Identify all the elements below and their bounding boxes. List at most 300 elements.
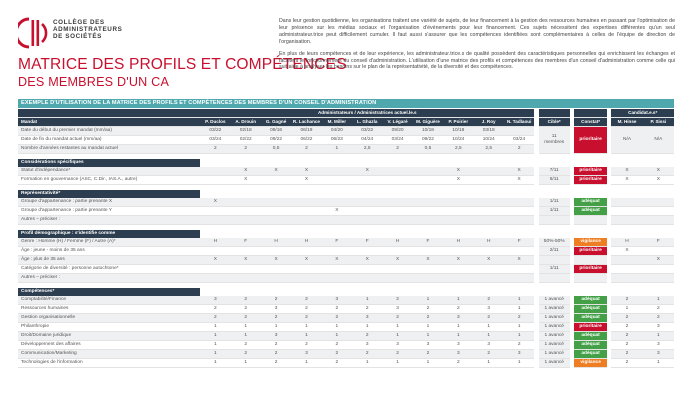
cell: X <box>231 167 261 176</box>
cell: 3 <box>382 341 412 350</box>
section-title: Représentativité* <box>18 190 200 199</box>
cible-cell: 2/11 <box>539 247 570 256</box>
cell: 3 <box>443 341 473 350</box>
admin-name: R. Lachance <box>291 118 321 127</box>
section-header <box>18 190 674 199</box>
status-badge: adéquat <box>574 207 607 216</box>
cell <box>504 127 535 136</box>
cell: 1 <box>200 359 230 368</box>
cell <box>352 176 382 185</box>
cell: X <box>413 256 443 265</box>
status-badge: adéquat <box>574 341 607 350</box>
cell <box>200 247 230 256</box>
cell: 2 <box>474 314 504 323</box>
cell <box>261 207 291 216</box>
cell: 3 <box>443 314 473 323</box>
cell: X <box>322 207 352 216</box>
cible-cell <box>539 256 570 265</box>
cell: 10/24 <box>474 136 504 145</box>
cell: 3 <box>352 314 382 323</box>
candidate-cell: X <box>643 176 674 185</box>
cell: 2 <box>261 314 291 323</box>
status-badge: vigilance <box>574 238 607 247</box>
status-badge <box>574 274 607 283</box>
row-label: Âge : jeune - moins de 35 ans <box>18 247 200 256</box>
status-badge <box>574 216 607 225</box>
candidate-cell <box>611 274 642 283</box>
data-row <box>18 265 674 274</box>
candidate-cell: 2 <box>643 305 674 314</box>
cell <box>413 265 443 274</box>
cell: 2 <box>352 305 382 314</box>
data-row <box>18 323 674 332</box>
cible-cell: 1 avancé <box>539 341 570 350</box>
cell: 1 <box>474 332 504 341</box>
cell: F <box>413 238 443 247</box>
cell: 2 <box>261 296 291 305</box>
candidate-cell <box>643 274 674 283</box>
cell: 10/18 <box>413 127 443 136</box>
cell <box>504 265 535 274</box>
candidate-cell: N/A <box>611 127 642 154</box>
cell <box>291 198 321 207</box>
status-badge: prioritaire <box>574 176 607 185</box>
cell <box>443 265 473 274</box>
cell <box>352 198 382 207</box>
candidate-cell: X <box>611 247 642 256</box>
row-label: Développement des affaires <box>18 341 200 350</box>
data-row <box>18 350 674 359</box>
cible-cell: 50%-50% <box>539 238 570 247</box>
cell: 1 <box>291 332 321 341</box>
constat-header-top <box>574 109 607 118</box>
cell <box>200 207 230 216</box>
row-label: Autres – préciser : <box>18 274 200 283</box>
cell: 03/24 <box>200 136 230 145</box>
cell <box>382 274 412 283</box>
cell: 2 <box>291 296 321 305</box>
cible-cell: 1 avancé <box>539 305 570 314</box>
cell <box>352 265 382 274</box>
cell: 3 <box>261 305 291 314</box>
row-label: Genre : Homme (H) / Femme (F) / Autre (A)* <box>18 238 200 247</box>
gap <box>534 136 538 145</box>
cell: 3 <box>291 350 321 359</box>
admin-name: M. Miller <box>322 118 352 127</box>
cell: F <box>322 238 352 247</box>
cell <box>261 265 291 274</box>
candidate-cell: 3 <box>643 341 674 350</box>
cell: 2 <box>291 145 321 154</box>
cell: 1 <box>231 359 261 368</box>
cible-cell: 11 membres <box>539 127 570 154</box>
candidate-cell: X <box>643 256 674 265</box>
cell: 1 <box>382 323 412 332</box>
cell <box>231 247 261 256</box>
cell <box>382 167 412 176</box>
cell <box>413 216 443 225</box>
candidate-cell: 2 <box>611 350 642 359</box>
cell <box>474 167 504 176</box>
cas-logo <box>18 16 48 50</box>
mandat-row <box>18 127 674 136</box>
cell: 2 <box>382 296 412 305</box>
page-title: MATRICE DES PROFILS ET COMPÉTENCES <box>18 56 347 73</box>
candidate-cell: 1 <box>611 305 642 314</box>
cell <box>504 247 535 256</box>
cell: 2 <box>231 350 261 359</box>
candidate-cell: 2 <box>611 323 642 332</box>
cell <box>261 274 291 283</box>
candidate-name: M. Hinse <box>611 118 642 127</box>
cell <box>352 274 382 283</box>
cell: 09/22 <box>413 136 443 145</box>
cell <box>474 265 504 274</box>
cible-cell: 1 avancé <box>539 314 570 323</box>
cell <box>382 216 412 225</box>
row-label: Date de fin du mandat actuel (mm/aa) <box>18 136 200 145</box>
blank <box>200 159 674 168</box>
cible-cell: 1/11 <box>539 207 570 216</box>
section-title: Compétences* <box>18 288 200 297</box>
cell: 1 <box>413 359 443 368</box>
cell: 03/22 <box>352 127 382 136</box>
cell: 2 <box>200 145 230 154</box>
cell: 1 <box>352 323 382 332</box>
page-subtitle: DES MEMBRES D'UN CA <box>18 75 170 89</box>
constat-cell: prioritaire <box>574 127 607 154</box>
candidate-cell <box>611 207 642 216</box>
cell <box>382 198 412 207</box>
cell: 3 <box>443 350 473 359</box>
candidate-cell <box>643 207 674 216</box>
cell: F <box>231 238 261 247</box>
cell: 2 <box>231 145 261 154</box>
cell <box>474 207 504 216</box>
status-badge: adéquat <box>574 305 607 314</box>
cible-cell: 1 avancé <box>539 332 570 341</box>
cell <box>322 176 352 185</box>
cell: 2 <box>504 145 535 154</box>
status-badge: prioritaire <box>574 247 607 256</box>
cell <box>261 216 291 225</box>
cell: 04/24 <box>352 136 382 145</box>
candidate-cell: 3 <box>643 323 674 332</box>
cell <box>261 198 291 207</box>
cell: 3 <box>474 305 504 314</box>
intro-text <box>279 18 675 76</box>
data-row <box>18 247 674 256</box>
cell: 09/16 <box>261 127 291 136</box>
status-badge: adéquat <box>574 350 607 359</box>
row-label: Catégorie de diversité : personne autochtone* <box>18 265 200 274</box>
cell <box>291 247 321 256</box>
cell: 1 <box>352 359 382 368</box>
data-row <box>18 256 674 265</box>
cell: 1 <box>200 323 230 332</box>
cell <box>413 198 443 207</box>
constat-header: Constat* <box>574 118 607 127</box>
cell: 0,5 <box>261 145 291 154</box>
cell <box>200 216 230 225</box>
candidate-cell: 1 <box>643 332 674 341</box>
org-name: COLLÈGE DES ADMINISTRATEURS DE SOCIÉTÉS <box>53 19 123 41</box>
candidate-cell <box>611 265 642 274</box>
cell <box>352 216 382 225</box>
cell: X <box>200 256 230 265</box>
cell: 03/18 <box>474 127 504 136</box>
row-label: Gestion organisationnelle <box>18 314 200 323</box>
cell: 2 <box>382 145 412 154</box>
admin-name: A. Drouin <box>231 118 261 127</box>
cell <box>504 216 535 225</box>
cell: 2 <box>443 359 473 368</box>
cell: 03/24 <box>382 136 412 145</box>
cell: 1 <box>474 359 504 368</box>
cell: X <box>474 256 504 265</box>
cell <box>200 176 230 185</box>
row-label: Philanthropie <box>18 323 200 332</box>
cell <box>352 247 382 256</box>
cell: 2 <box>261 341 291 350</box>
intro-paragraph-1: Dans leur gestion quotidienne, les organisations traitent une variété de sujets, de leur financement à la gestion des ressources humaines en passant par l'optimisation de leur présence sur les médias sociaux et l'organisation d'événements pour leur financement. Ces sujets nécessitent des expertises différentes qu'un seul administrateur.trice peut difficilement cumuler. Il faut aussi s'assurer que les compétences identifiées sont complémentaires à celles de l'équipe de direction de l'organisation. <box>279 18 675 45</box>
cell: H <box>291 238 321 247</box>
blank <box>200 230 674 239</box>
cell: 2 <box>322 359 352 368</box>
row-label: Date du début du premier mandat (mm/aa) <box>18 127 200 136</box>
status-badge: vigilance <box>574 359 607 368</box>
cell: 2 <box>231 341 261 350</box>
cell: X <box>291 167 321 176</box>
cell: 1 <box>261 323 291 332</box>
cell: 2 <box>200 305 230 314</box>
cell: 2 <box>443 305 473 314</box>
cell <box>474 176 504 185</box>
cible-cell: 1 avancé <box>539 350 570 359</box>
cell <box>474 274 504 283</box>
admin-name: M. Giguère <box>413 118 443 127</box>
data-row <box>18 332 674 341</box>
cell: 0,5 <box>413 145 443 154</box>
cell: 2 <box>352 332 382 341</box>
row-label: Comptabilité/Finance <box>18 296 200 305</box>
cell: X <box>291 176 321 185</box>
candidate-name: P. Sissi <box>643 118 674 127</box>
admin-name: P. Poirier <box>443 118 473 127</box>
cell <box>504 274 535 283</box>
section-title: Profil démographique : s'identifie comme <box>18 230 200 239</box>
data-row <box>18 198 674 207</box>
cell: 2 <box>231 305 261 314</box>
section-header <box>18 288 674 297</box>
row-label: Nombre d'années restantes au mandat actuel <box>18 145 200 154</box>
cell: F <box>352 238 382 247</box>
cell <box>231 207 261 216</box>
candidate-cell <box>643 265 674 274</box>
cell: 10/18 <box>443 127 473 136</box>
data-row <box>18 274 674 283</box>
cell: X <box>261 167 291 176</box>
cell <box>291 265 321 274</box>
status-badge <box>574 256 607 265</box>
cell <box>382 176 412 185</box>
cell <box>261 247 291 256</box>
candidate-cell: 1 <box>643 296 674 305</box>
cell <box>443 198 473 207</box>
cell: 3 <box>322 296 352 305</box>
cell: X <box>231 256 261 265</box>
cell <box>231 216 261 225</box>
row-label: Formation en gouvernance (ASC, C.Dir., IAS.A., autre) <box>18 176 200 185</box>
cell: 1 <box>200 332 230 341</box>
cell: 3 <box>200 296 230 305</box>
cell <box>322 167 352 176</box>
cell: 1 <box>382 359 412 368</box>
cell <box>322 198 352 207</box>
section-header <box>18 230 674 239</box>
cell <box>231 274 261 283</box>
cible-header: Cible* <box>539 118 570 127</box>
cell <box>291 274 321 283</box>
cell: 1 <box>231 332 261 341</box>
cell <box>291 216 321 225</box>
cell: 1 <box>443 332 473 341</box>
cell: 1 <box>504 296 535 305</box>
cell <box>291 207 321 216</box>
cell: 1 <box>291 323 321 332</box>
cell: H <box>382 238 412 247</box>
candidate-cell: 3 <box>643 350 674 359</box>
cible-cell: 1/11 <box>539 265 570 274</box>
cell: X <box>504 176 535 185</box>
cell <box>474 216 504 225</box>
cell: 1 <box>504 323 535 332</box>
intro-paragraph-2: En plus de leurs compétences et de leur expérience, les administrateur.trice.s de qualité possèdent des caractéristiques personnelles qui enrichissent les échanges et facilitent le fonctionnement du conseil d'administration. L'utilisation d'une matrice des profils et compétences des membres d'un conseil d'administration comme celle qui suit aide à analyser les besoins sur le plan de la représentativité, de la diversité et des compétences. <box>279 50 675 71</box>
cell: 1 <box>200 350 230 359</box>
cell <box>443 274 473 283</box>
cell: 06/22 <box>291 136 321 145</box>
cell <box>474 198 504 207</box>
cell <box>322 247 352 256</box>
cell: 2,5 <box>352 145 382 154</box>
cell: 2 <box>291 341 321 350</box>
cell: 2 <box>322 305 352 314</box>
cell: X <box>291 256 321 265</box>
candidate-cell: 1 <box>643 359 674 368</box>
candidate-cell: X <box>643 167 674 176</box>
cell: 1 <box>504 305 535 314</box>
cell: 1 <box>413 332 443 341</box>
candidate-cell: H <box>611 238 642 247</box>
candidate-cell: 2 <box>611 359 642 368</box>
cell: 06/23 <box>322 136 352 145</box>
cell <box>231 198 261 207</box>
cell: H <box>200 238 230 247</box>
candidate-cell <box>611 216 642 225</box>
cell <box>443 207 473 216</box>
candidate-cell <box>643 247 674 256</box>
cell: 2 <box>504 341 535 350</box>
cell <box>504 207 535 216</box>
cible-cell: 1 avancé <box>539 359 570 368</box>
cell <box>474 247 504 256</box>
cell: 09/20 <box>382 127 412 136</box>
row-label: Droit/Domaine juridique <box>18 332 200 341</box>
cell: H <box>474 238 504 247</box>
data-row <box>18 176 674 185</box>
cell <box>322 265 352 274</box>
cell: 2 <box>382 350 412 359</box>
cell: 2 <box>200 314 230 323</box>
cell: 2 <box>382 314 412 323</box>
admin-name: J. Roy <box>474 118 504 127</box>
cell: 2 <box>231 314 261 323</box>
cell: 1 <box>413 296 443 305</box>
cell: 2 <box>291 314 321 323</box>
data-row <box>18 167 674 176</box>
cell <box>322 216 352 225</box>
candidate-cell: N/A <box>643 127 674 154</box>
cell: 02/22 <box>231 136 261 145</box>
candidate-cell: 2 <box>643 314 674 323</box>
cell <box>443 216 473 225</box>
cell: 1 <box>322 323 352 332</box>
cell: X <box>231 176 261 185</box>
cell <box>200 265 230 274</box>
cell: 1 <box>322 145 352 154</box>
candidate-cell: F <box>643 238 674 247</box>
row-label: Autres – préciser : <box>18 216 200 225</box>
cell: 2 <box>504 314 535 323</box>
status-badge: prioritaire <box>574 167 607 176</box>
cell: X <box>504 256 535 265</box>
cible-cell: 1 avancé <box>539 323 570 332</box>
cell: 1 <box>413 323 443 332</box>
cell <box>322 274 352 283</box>
cell <box>413 274 443 283</box>
header-empty <box>18 109 200 118</box>
cell: 02/18 <box>231 127 261 136</box>
data-row <box>18 341 674 350</box>
cell: 2 <box>261 350 291 359</box>
cible-cell: 1 avancé <box>539 296 570 305</box>
row-label: Groupe d'appartenance : partie prenante X <box>18 198 200 207</box>
data-row <box>18 359 674 368</box>
cell: 1 <box>474 323 504 332</box>
row-label: Ressources humaines <box>18 305 200 314</box>
cell: X <box>443 167 473 176</box>
cell: X <box>200 198 230 207</box>
cell: 2 <box>291 305 321 314</box>
status-badge: adéquat <box>574 296 607 305</box>
cell: 2 <box>474 350 504 359</box>
candidate-cell: X <box>611 176 642 185</box>
cell <box>413 247 443 256</box>
status-badge: prioritaire <box>574 265 607 274</box>
cell: 2 <box>413 314 443 323</box>
admin-name: V. Légaré <box>382 118 412 127</box>
cell: 2 <box>322 314 352 323</box>
cell: X <box>443 176 473 185</box>
cell: 2 <box>231 296 261 305</box>
row-label: Technologies de l'information <box>18 359 200 368</box>
candidate-cell: 2 <box>611 314 642 323</box>
cell: 03/22 <box>200 127 230 136</box>
cell: 1 <box>504 332 535 341</box>
cell: 2 <box>322 341 352 350</box>
cell: X <box>322 256 352 265</box>
cell <box>413 176 443 185</box>
